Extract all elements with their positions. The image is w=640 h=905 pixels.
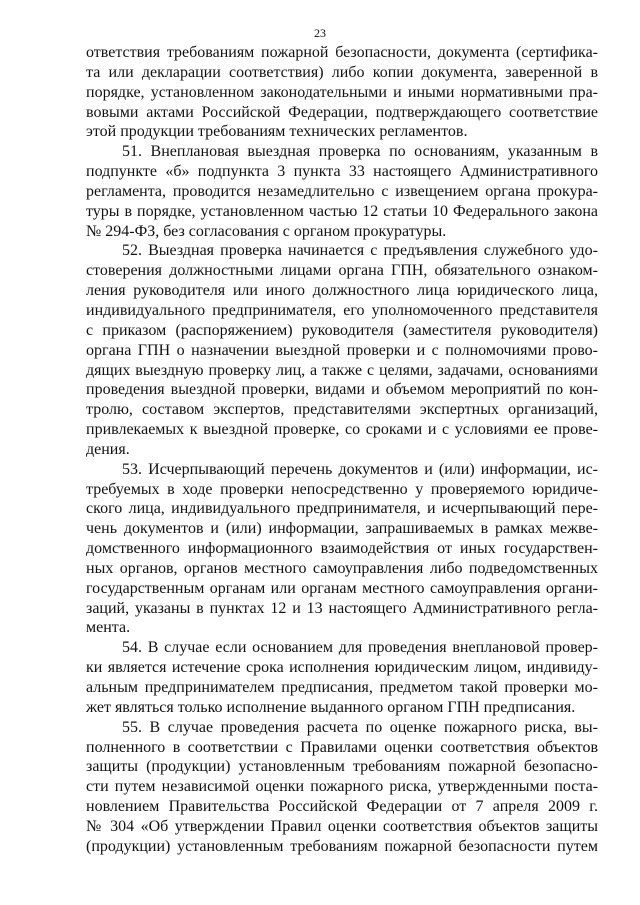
text-line: стоверения должностными лицами органа ГПН, обязательного ознаком- — [86, 262, 598, 280]
page-number: 23 — [314, 26, 326, 40]
text-line: новлением Правительства Российской Федерации от 7 апреля 2009 г. — [86, 798, 598, 816]
text-line: дения. — [86, 440, 130, 458]
text-line: полненного в соответствии с Правилами оценки соответствия объектов — [86, 738, 598, 756]
text-line: ответствия требованиям пожарной безопасности, документа (сертифика- — [86, 44, 598, 61]
text-line: этой продукции требованиям технических регламентов. — [86, 123, 468, 141]
text-line: чень документов и (или) информации, запрашиваемых в рамках межве- — [86, 520, 598, 538]
text-line: вовыми актами Российской Федерации, подтверждающего соответствие — [86, 103, 598, 121]
text-line: подпункте «б» подпункта 3 пункта 33 настоящего Административного — [86, 163, 598, 181]
text-line: ных органов, органов местного самоуправления либо подведомственных — [86, 559, 598, 577]
text-line: порядке, установленном законодательными и иными нормативными пра- — [86, 83, 598, 101]
text-line: 52. Выездная проверка начинается с предъявления служебного удо- — [122, 242, 598, 260]
text-line: заций, указаны в пунктах 12 и 13 настоящего Административного регла- — [86, 599, 598, 617]
text-line: № 304 «Об утверждении Правил оценки соответствия объектов защиты — [86, 817, 598, 835]
text-line: альным предпринимателем предписания, предметом такой проверки мо- — [86, 679, 598, 696]
text-line: (продукции) установленным требованиям пожарной безопасности путем — [86, 837, 598, 855]
text-line: с приказом (распоряжением) руководителя (заместителя руководителя) — [86, 321, 598, 339]
text-line: защиты (продукции) установленным требованиям пожарной безопасно- — [86, 758, 598, 776]
text-line: требуемых в ходе проверки непосредственно у проверяемого юридиче- — [86, 480, 598, 498]
text-line: домственного информационного взаимодействия от иных государствен- — [86, 540, 598, 558]
text-line: органа ГПН о назначении выездной проверки и с полномочиями прово- — [86, 341, 598, 359]
text-line: ского лица, индивидуального предпринимателя, и исчерпывающий пере- — [86, 500, 598, 518]
text-line: регламента, проводится незамедлительно с извещением органа прокура- — [86, 182, 598, 200]
text-line: тролю, составом экспертов, представителями экспертных организаций, — [86, 401, 598, 419]
text-line: ки является истечение срока исполнения юридическим лицом, индивиду- — [86, 659, 598, 677]
text-line: мента. — [86, 619, 131, 637]
text-line: государственным органам или органам местного самоуправления органи- — [86, 579, 598, 597]
text-line: та или декларации соответствия) либо копии документа, заверенной в — [86, 63, 598, 81]
text-line: ления руководителя или иного должностного лица юридического лица, — [86, 282, 598, 300]
text-line: индивидуального предпринимателя, его уполномоченного представителя — [86, 301, 598, 319]
text-line: 53. Исчерпывающий перечень документов и (или) информации, ис- — [122, 460, 598, 478]
text-line: жет являться только исполнение выданного органом ГПН предписания. — [86, 698, 576, 716]
text-line: 55. В случае проведения расчета по оценке пожарного риска, вы- — [122, 718, 598, 736]
text-line: № 294-ФЗ, без согласования с органом прокуратуры. — [86, 222, 447, 240]
text-line: сти путем независимой оценки пожарного риска, утвержденными поста- — [86, 778, 598, 796]
text-line: проведения выездной проверки, видами и объемом мероприятий по кон- — [86, 381, 598, 399]
body-text — [86, 43, 598, 857]
text-line: туры в порядке, установленном частью 12 статьи 10 Федерального закона — [86, 202, 598, 220]
text-line: 54. В случае если основанием для проведения внеплановой провер- — [122, 639, 598, 657]
text-line: дящих выездную проверку лиц, а также с целями, задачами, основаниями — [86, 361, 598, 379]
text-line: 51. Внеплановая выездная проверка по основаниям, указанным в — [122, 143, 598, 161]
text-line: привлекаемых к выездной проверке, со сроками и с условиями ее прове- — [86, 421, 598, 439]
